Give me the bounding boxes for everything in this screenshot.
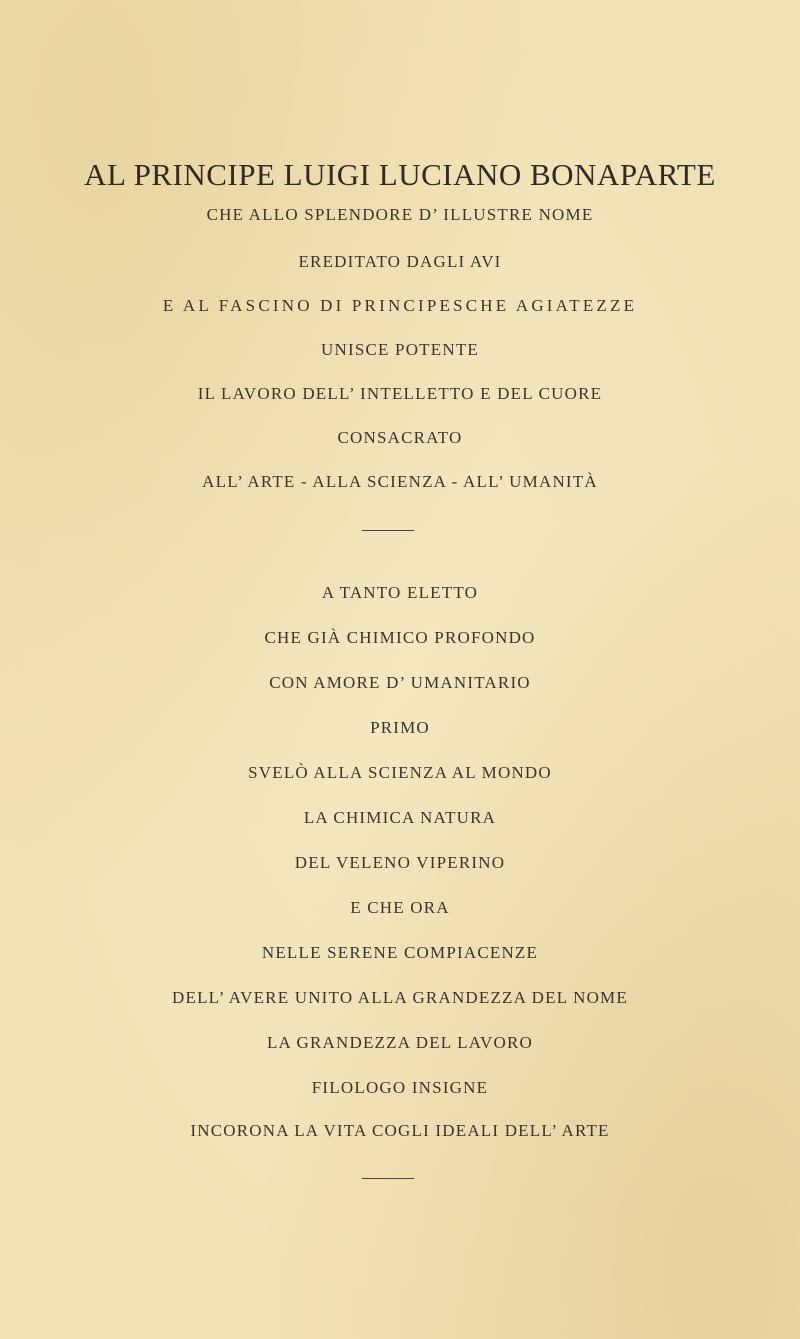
dedication-line: FILOLOGO INSIGNE bbox=[311, 1078, 489, 1097]
dedication-title: AL PRINCIPE LUIGI LUCIANO BONAPARTE bbox=[84, 157, 716, 192]
dedication-line: ALL’ ARTE - ALLA SCIENZA - ALL’ UMANITÀ bbox=[202, 472, 598, 491]
dedication-line: CON AMORE D’ UMANITARIO bbox=[269, 673, 531, 692]
dedication-line: LA GRANDEZZA DEL LAVORO bbox=[266, 1033, 534, 1052]
dedication-line: INCORONA LA VITA COGLI IDEALI DELL’ ARTE bbox=[190, 1121, 610, 1140]
dedication-line: E AL FASCINO DI PRINCIPESCHE AGIATEZZE bbox=[162, 296, 638, 315]
dedication-line: LA CHIMICA NATURA bbox=[303, 808, 497, 827]
dedication-line: CHE ALLO SPLENDORE D’ ILLUSTRE NOME bbox=[206, 205, 594, 224]
dedication-line: EREDITATO DAGLI AVI bbox=[298, 252, 502, 271]
dedication-line: UNISCE POTENTE bbox=[321, 340, 479, 359]
dedication-line: E CHE ORA bbox=[350, 898, 450, 917]
dedication-line: NELLE SERENE COMPIACENZE bbox=[261, 943, 539, 962]
dedication-line: DEL VELENO VIPERINO bbox=[294, 853, 506, 872]
section-divider bbox=[362, 530, 414, 531]
dedication-line: PRIMO bbox=[370, 718, 430, 737]
dedication-line: CHE GIÀ CHIMICO PROFONDO bbox=[264, 628, 536, 647]
dedication-line: SVELÒ ALLA SCIENZA AL MONDO bbox=[248, 763, 552, 782]
dedication-line: DELL’ AVERE UNITO ALLA GRANDEZZA DEL NOME bbox=[172, 988, 628, 1007]
dedication-line: CONSACRATO bbox=[337, 428, 463, 447]
dedication-line: IL LAVORO DELL’ INTELLETTO E DEL CUORE bbox=[197, 384, 603, 403]
dedication-line: A TANTO ELETTO bbox=[321, 583, 479, 602]
closing-divider bbox=[362, 1178, 414, 1179]
